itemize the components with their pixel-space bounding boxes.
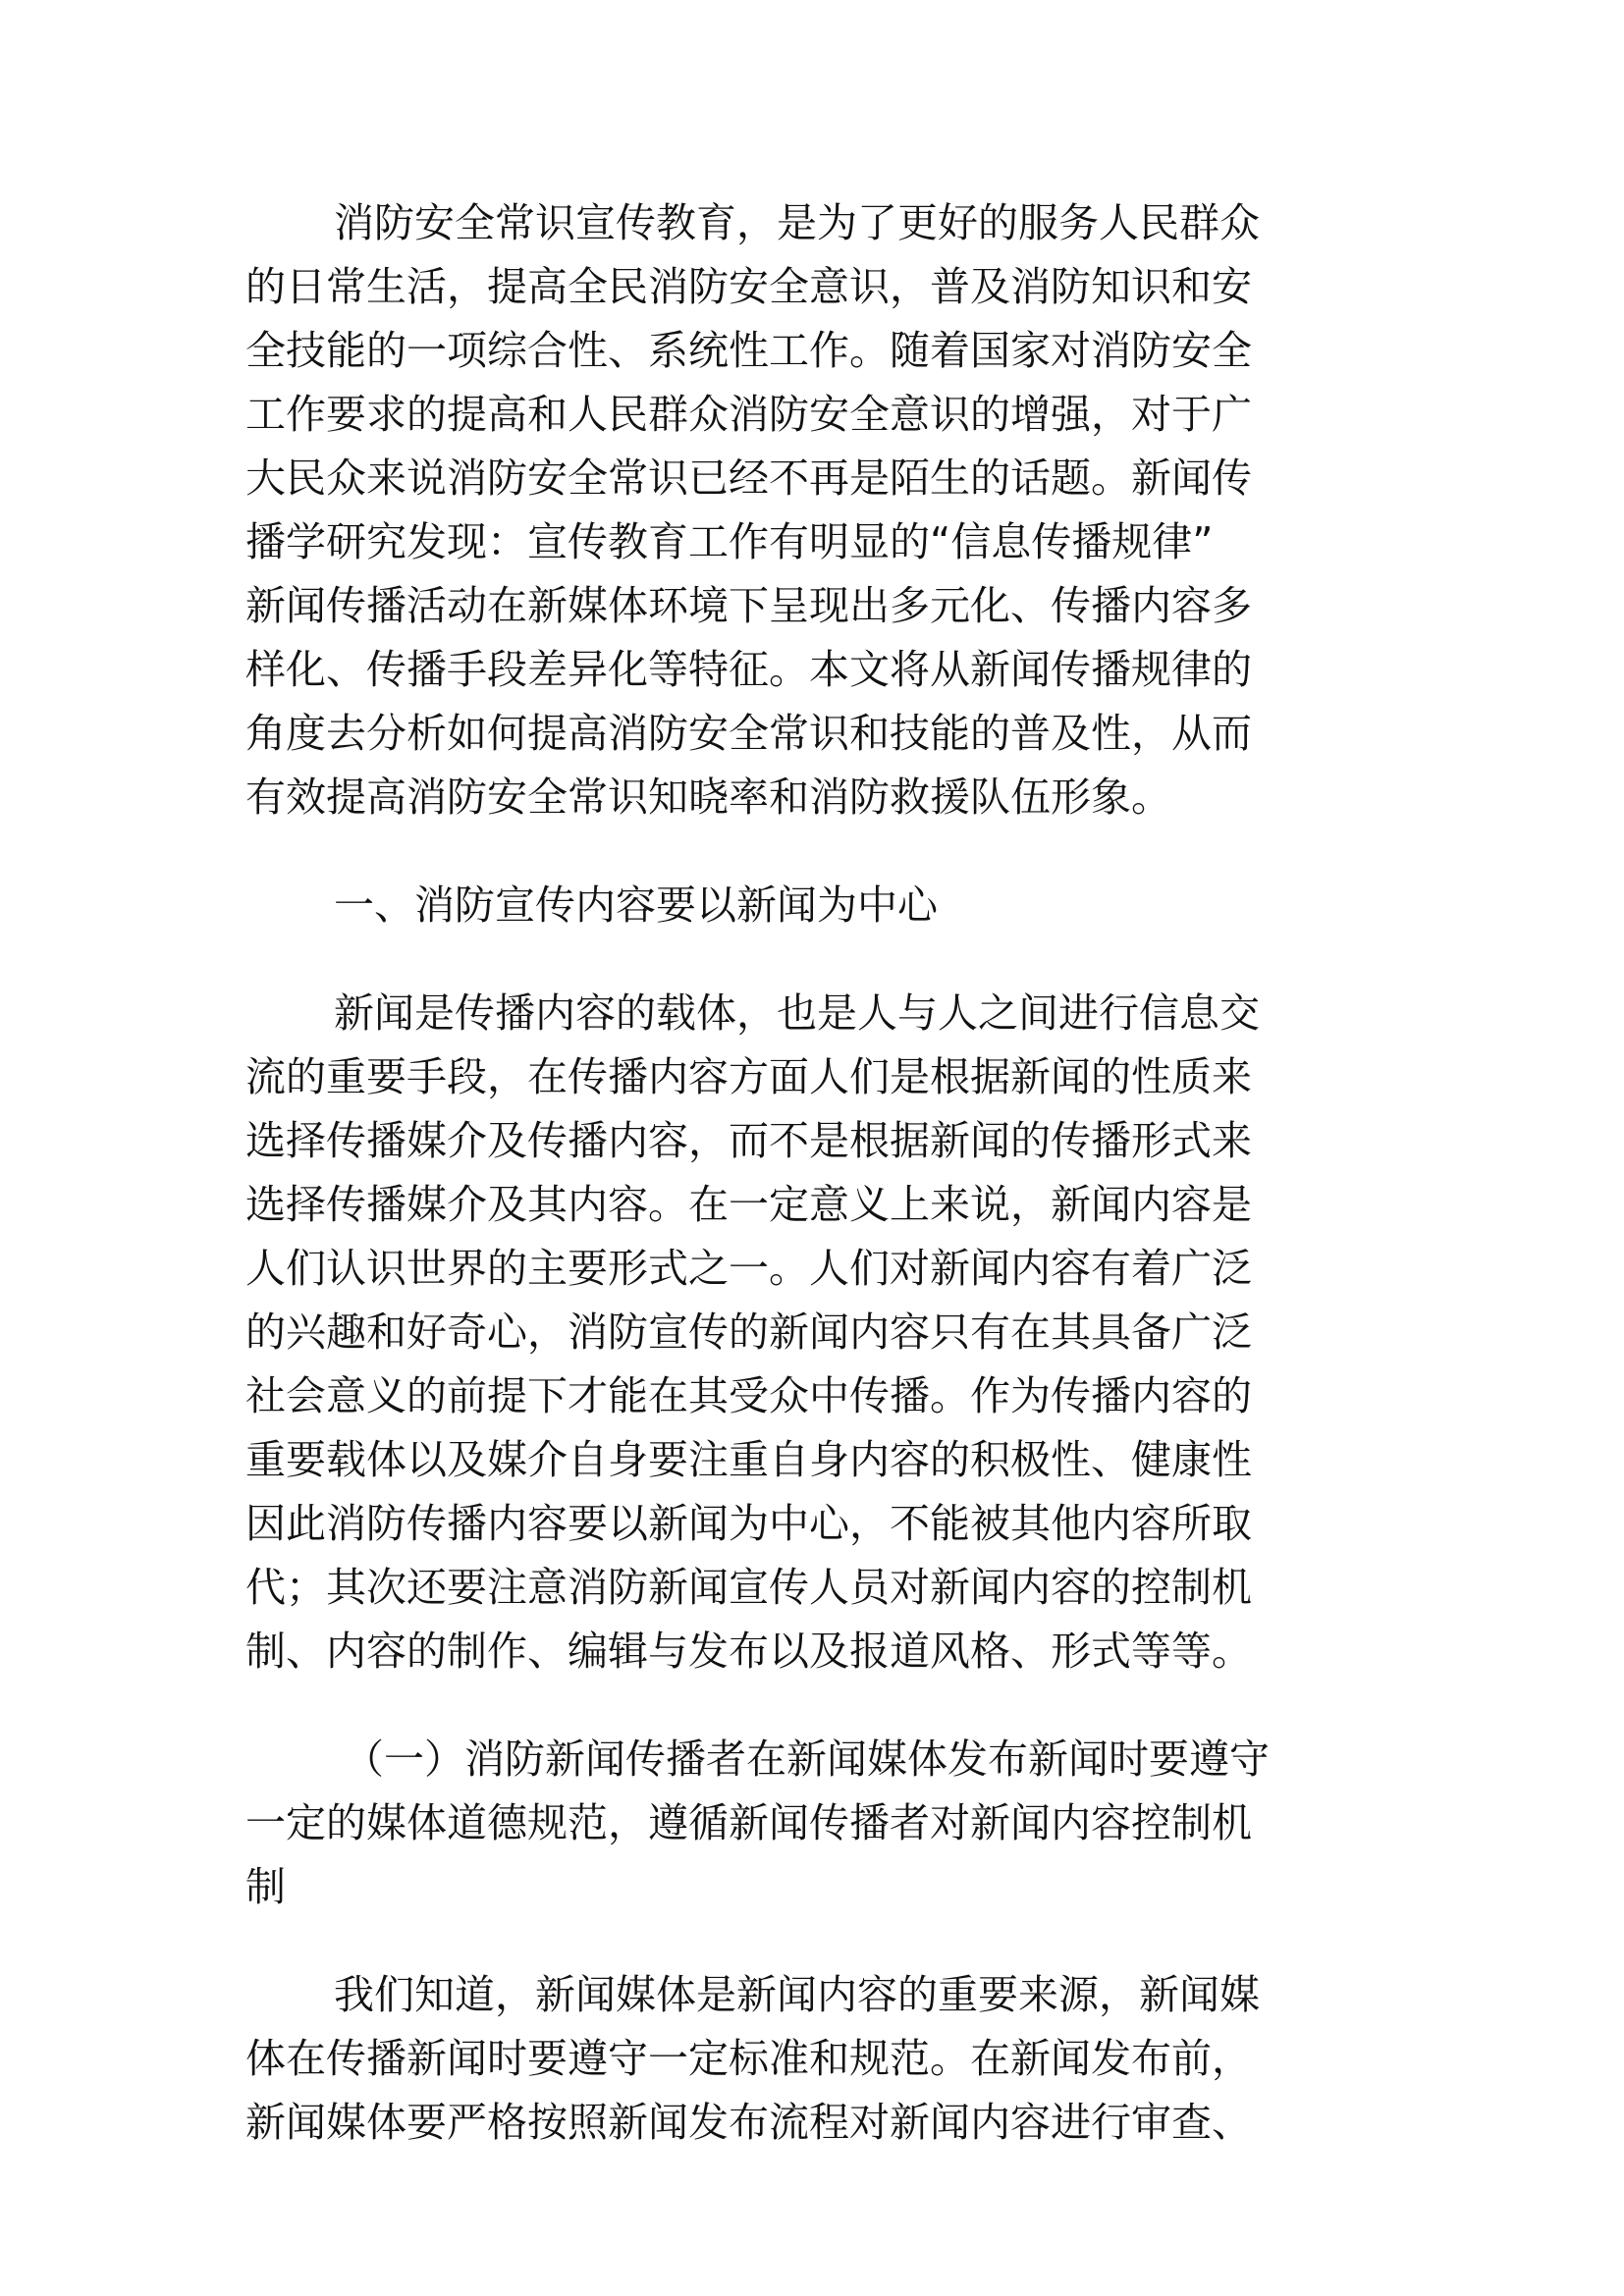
paragraph-line: 重要载体以及媒介自身要注重自身内容的积极性、健康性 [245, 1436, 1252, 1483]
paragraph-line: 全技能的一项综合性、系统性工作。随着国家对消防安全 [245, 327, 1252, 374]
paragraph-line: 选择传播媒介及其内容。在一定意义上来说，新闻内容是 [245, 1181, 1252, 1228]
paragraph-line: 因此消防传播内容要以新闻为中心，不能被其他内容所取 [245, 1500, 1252, 1547]
paragraph-line: 的兴趣和好奇心，消防宣传的新闻内容只有在其具备广泛 [245, 1308, 1252, 1356]
paragraph-line: 社会意义的前提下才能在其受众中传播。作为传播内容的 [245, 1372, 1252, 1419]
spacer [245, 937, 1384, 982]
subsection-heading [245, 1728, 1384, 1919]
paragraph-line: 有效提高消防安全常识知晓率和消防救援队伍形象。 [245, 774, 1171, 821]
heading-line: 一、消防宣传内容要以新闻为中心 [334, 881, 938, 929]
paragraph-line: 代；其次还要注意消防新闻宣传人员对新闻内容的控制机 [245, 1564, 1252, 1611]
paragraph-line: 体在传播新闻时要遵守一定标准和规范。在新闻发布前， [245, 2035, 1252, 2082]
paragraph-line: 流的重要手段，在传播内容方面人们是根据新闻的性质来 [245, 1053, 1252, 1100]
paragraph-line: 大民众来说消防安全常识已经不再是陌生的话题。新闻传 [245, 454, 1252, 502]
body-paragraph [245, 982, 1384, 1683]
heading-line: 一定的媒体道德规范，遵循新闻传播者对新闻内容控制机 [245, 1799, 1252, 1846]
paragraph-line: 消防安全常识宣传教育，是为了更好的服务人民群众 [334, 199, 1260, 246]
paragraph-line: 的日常生活，提高全民消防安全意识，普及消防知识和安 [245, 263, 1252, 310]
section-heading [245, 874, 1384, 937]
heading-line: （一）消防新闻传播者在新闻媒体发布新闻时要遵守 [344, 1735, 1270, 1783]
paragraph-line: 我们知道，新闻媒体是新闻内容的重要来源，新闻媒 [334, 1971, 1260, 2018]
paragraph-line: 样化、传播手段差异化等特征。本文将从新闻传播规律的 [245, 646, 1252, 693]
spacer [245, 829, 1384, 874]
paragraph-line: 新闻传播活动在新媒体环境下呈现出多元化、传播内容多 [245, 582, 1252, 629]
spacer [245, 1919, 1384, 1963]
paragraph-line: 人们认识世界的主要形式之一。人们对新闻内容有着广泛 [245, 1245, 1252, 1292]
paragraph-line: 角度去分析如何提高消防安全常识和技能的普及性，从而 [245, 710, 1252, 757]
heading-line: 制 [245, 1863, 286, 1910]
paragraph-line: 制、内容的制作、编辑与发布以及报道风格、形式等等。 [245, 1628, 1252, 1675]
spacer [245, 1683, 1384, 1728]
document-page [245, 191, 1384, 2155]
paragraph-line: 播学研究发现：宣传教育工作有明显的“信息传播规律” [245, 518, 1214, 565]
intro-paragraph [245, 191, 1384, 829]
paragraph-line: 新闻媒体要严格按照新闻发布流程对新闻内容进行审查、 [245, 2099, 1252, 2146]
body-paragraph [245, 1963, 1384, 2155]
paragraph-line: 选择传播媒介及传播内容，而不是根据新闻的传播形式来 [245, 1117, 1252, 1164]
paragraph-line: 新闻是传播内容的载体，也是人与人之间进行信息交 [334, 989, 1260, 1037]
paragraph-line: 工作要求的提高和人民群众消防安全意识的增强，对于广 [245, 391, 1252, 438]
